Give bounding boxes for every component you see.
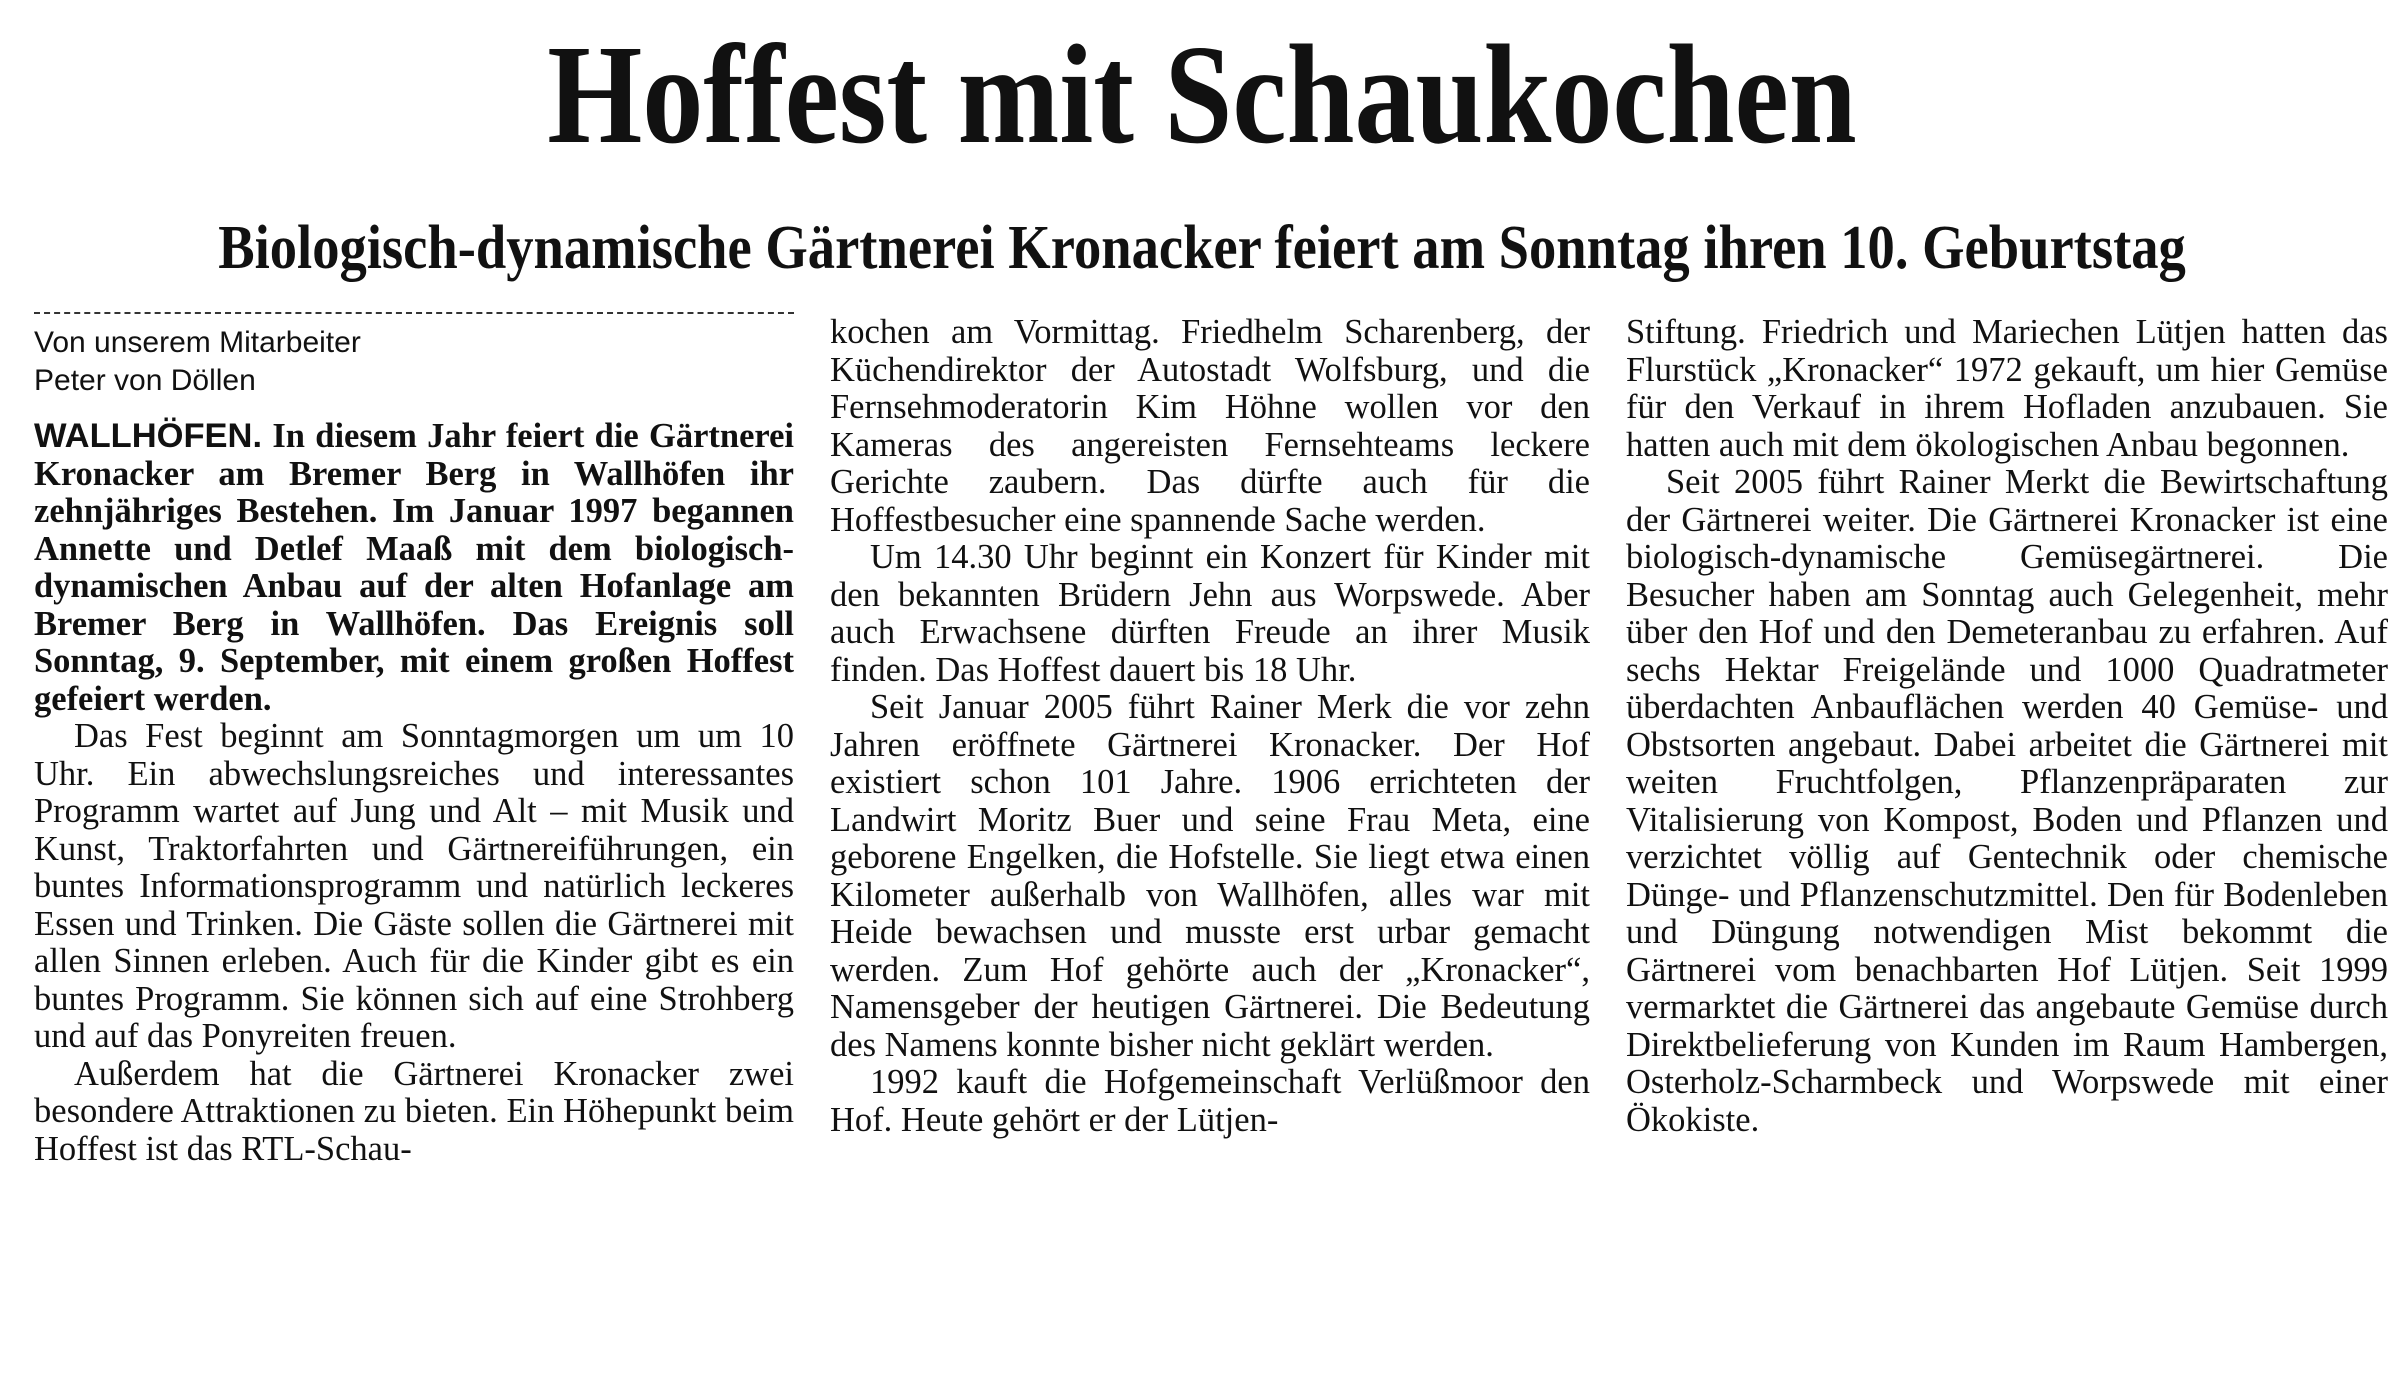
paragraph: kochen am Vormittag. Friedhelm Scharenberg, der Küchendirektor der Autostadt Wolfsburg, und die Fernsehmoderatorin Kim Höhne wollen vor den Kameras des angereisten Fernsehteams leckere Gerichte zaubern. Das dürfte auch für die Hoffestbesucher eine spannende Sache werden. xyxy=(830,313,1590,539)
column-3 xyxy=(1626,314,2388,1139)
paragraph: Das Fest beginnt am Sonntagmorgen um um 10 Uhr. Ein abwechslungsreiches und interessantes Programm wartet auf Jung und Alt – mit Musik und Kunst, Traktorfahrten und Gärtnereiführungen, ein buntes Informationsprogramm und natürlich leckeres Essen und Trinken. Die Gäste sollen die Gärtnerei mit allen Sinnen erleben. Auch für die Kinder gibt es ein buntes Programm. Sie können sich auf eine Strohberg und auf das Ponyreiten freuen. xyxy=(34,717,794,1055)
byline-role: Von unserem Mitarbeiter xyxy=(34,326,361,359)
column-2 xyxy=(830,314,1590,1139)
paragraph: Außerdem hat die Gärtnerei Kronacker zwei besondere Attraktionen zu bieten. Ein Höhepunkt beim Hoffest ist das RTL-Schau- xyxy=(34,1054,794,1168)
headline: Hoffest mit Schaukochen xyxy=(547,15,1857,173)
dateline: WALLHÖFEN. xyxy=(34,417,263,455)
paragraph: Stiftung. Friedrich und Mariechen Lütjen hatten das Flurstück „Kronacker“ 1972 gekauft, um hier Gemüse für den Verkauf in ihrem Hofladen anzubauen. Sie hatten auch mit dem ökologischen Anbau begonnen. xyxy=(1626,313,2388,464)
byline-author: Peter von Döllen xyxy=(34,364,256,397)
paragraph: Seit Januar 2005 führt Rainer Merk die vor zehn Jahren eröffnete Gärtnerei Kronacker. Der Hof existiert schon 101 Jahre. 1906 errichteten der Landwirt Moritz Buer und seine Frau Meta, eine geborene Engelken, die Hofstelle. Sie liegt etwa einen Kilometer außerhalb von Wallhöfen, alles war mit Heide bewachsen und musste erst urbar gemacht werden. Zum Hof gehörte auch der „Kronacker“, Namensgeber der heutigen Gärtnerei. Die Bedeutung des Namens konnte bisher nicht geklärt werden. xyxy=(830,688,1590,1064)
column-1 xyxy=(34,312,794,1168)
paragraph: 1992 kauft die Hofgemeinschaft Verlüßmoor den Hof. Heute gehört er der Lütjen- xyxy=(830,1063,1590,1139)
paragraph: Um 14.30 Uhr beginnt ein Konzert für Kinder mit den bekannten Brüdern Jehn aus Worpswede. Aber auch Erwachsene dürften Freude an ihrer Musik finden. Das Hoffest dauert bis 18 Uhr. xyxy=(830,538,1590,689)
paragraph: Seit 2005 führt Rainer Merkt die Bewirtschaftung der Gärtnerei weiter. Die Gärtnerei Kronacker ist eine biologisch-dynamische Gemüsegärtnerei. Die Besucher haben am Sonntag auch Gelegenheit, mehr über den Hof und den Demeteranbau zu erfahren. Auf sechs Hektar Freigelände und 1000 Quadratmeter überdachten Anbauflächen werden 40 Gemüse- und Obstsorten angebaut. Dabei arbeitet die Gärtnerei mit weiten Fruchtfolgen, Pflanzenpräparaten zur Vitalisierung von Kompost, Boden und Pflanzen und verzichtet völlig auf Gentechnik oder chemische Dünge- und Pflanzenschutzmittel. Den für Bodenleben und Düngung notwendigen Mist bekommt die Gärtnerei vom benachbarten Hof Lütjen. Seit 1999 vermarktet die Gärtnerei das angebaute Gemüse durch Direktbelieferung von Kunden im Raum Hambergen, Osterholz-Scharmbeck und Worpswede mit einer Ökokiste. xyxy=(1626,463,2388,1139)
subheadline: Biologisch-dynamische Gärtnerei Kronacker feiert am Sonntag ihren 10. Geburtstag xyxy=(218,214,2186,282)
lead-paragraph xyxy=(34,418,794,718)
byline xyxy=(34,312,794,400)
lead-text: In diesem Jahr feiert die Gärtnerei Kronacker am Bremer Berg in Wallhöfen ihr zehnjähriges Bestehen. Im Januar 1997 begannen Annette und Detlef Maaß mit dem biologisch-dynamischen Anbau auf der alten Hofanlage am Bremer Berg in Wallhöfen. Das Ereignis soll Sonntag, 9. September, mit einem großen Hoffest gefeiert werden. xyxy=(34,417,794,718)
